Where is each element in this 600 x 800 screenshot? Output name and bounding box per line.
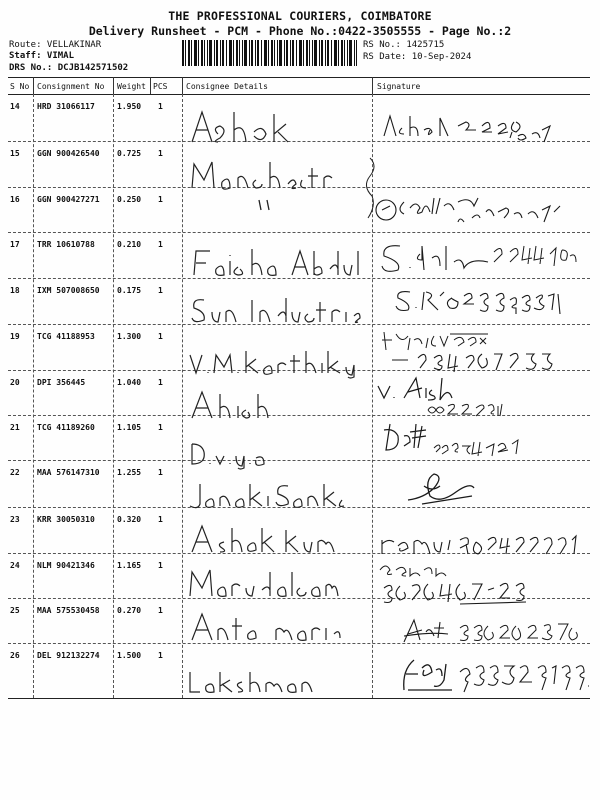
row-sno: 26: [10, 651, 20, 660]
col-header-signature: Signature: [377, 82, 421, 91]
row-consignment-no: TCG 41189260: [37, 423, 95, 432]
row-separator: [8, 232, 590, 233]
row-weight: 0.320: [117, 515, 142, 524]
row-weight: 0.210: [117, 240, 142, 249]
row-pcs: 1: [158, 561, 163, 570]
ditto-mark: [255, 198, 275, 218]
row-weight: 1.165: [117, 561, 142, 570]
row-weight: 0.270: [117, 606, 142, 615]
col-sep-dashed: [33, 94, 34, 698]
row-consignment-no: IXM 507008650: [37, 286, 100, 295]
col-sep: [113, 77, 114, 94]
signature-handwriting: [400, 650, 590, 696]
row-sno: 25: [10, 606, 20, 615]
table-top-rule: [8, 77, 590, 78]
row-consignment-no: MAA 575530458: [37, 606, 100, 615]
row-weight: 1.105: [117, 423, 142, 432]
row-pcs: 1: [158, 606, 163, 615]
row-sno: 17: [10, 240, 20, 249]
row-consignment-no: DPI 356445: [37, 378, 86, 387]
signature-handwriting: [376, 374, 506, 418]
col-header-consignee: Consignee Details: [186, 82, 268, 91]
row-pcs: 1: [158, 423, 163, 432]
col-sep: [33, 77, 34, 94]
consignee-handwriting: [190, 610, 340, 644]
row-consignment-no: GGN 900427271: [37, 195, 100, 204]
consignee-handwriting: [190, 108, 310, 148]
consignee-handwriting: [190, 438, 270, 468]
row-weight: 0.250: [117, 195, 142, 204]
row-pcs: 1: [158, 195, 163, 204]
rs-number: RS No.: 1425715: [363, 40, 445, 50]
row-sno: 19: [10, 332, 20, 341]
row-consignment-no: TCG 41188953: [37, 332, 95, 341]
consignee-handwriting: [188, 345, 368, 379]
row-weight: 1.300: [117, 332, 142, 341]
rs-date: RS Date: 10-Sep-2024: [363, 52, 472, 62]
consignee-handwriting: [190, 158, 330, 192]
row-consignment-no: KRR 30050310: [37, 515, 95, 524]
col-sep-dashed: [182, 94, 183, 698]
consignee-handwriting: [190, 522, 340, 556]
col-header-pcs: PCS: [153, 82, 168, 91]
row-consignment-no: GGN 900426540: [37, 149, 100, 158]
row-weight: 0.725: [117, 149, 142, 158]
col-sep: [182, 77, 183, 94]
signature-handwriting: [400, 612, 580, 646]
row-pcs: 1: [158, 468, 163, 477]
consignee-handwriting: [190, 292, 360, 326]
row-pcs: 1: [158, 378, 163, 387]
row-sno: 22: [10, 468, 20, 477]
col-header-weight: Weight: [117, 82, 146, 91]
row-sno: 16: [10, 195, 20, 204]
row-sno: 14: [10, 102, 20, 111]
signature-handwriting: [380, 526, 580, 558]
row-consignment-no: TRR 10610788: [37, 240, 95, 249]
row-consignment-no: DEL 912132274: [37, 651, 100, 660]
consignee-handwriting: [190, 245, 360, 279]
row-sno: 21: [10, 423, 20, 432]
staff-label: Staff: VIMAL: [9, 51, 75, 61]
signature-handwriting: [376, 558, 576, 608]
row-sno: 20: [10, 378, 20, 387]
col-sep: [372, 77, 373, 94]
row-pcs: 1: [158, 102, 163, 111]
barcode-image: [182, 40, 357, 66]
signature-handwriting: [374, 188, 574, 228]
row-weight: 1.500: [117, 651, 142, 660]
row-consignment-no: MAA 576147310: [37, 468, 100, 477]
signature-handwriting: [378, 420, 558, 464]
row-weight: 0.175: [117, 286, 142, 295]
company-title: THE PROFESSIONAL COURIERS, COIMBATORE: [168, 9, 432, 23]
col-sep: [150, 77, 151, 94]
row-pcs: 1: [158, 515, 163, 524]
row-sno: 23: [10, 515, 20, 524]
row-sno: 24: [10, 561, 20, 570]
runsheet-subtitle: Delivery Runsheet - PCM - Phone No.:0422-3505555 - Page No.:2: [88, 24, 512, 38]
signature-handwriting: [378, 328, 578, 372]
row-pcs: 1: [158, 286, 163, 295]
row-sno: 15: [10, 149, 20, 158]
row-pcs: 1: [158, 332, 163, 341]
row-sno: 18: [10, 286, 20, 295]
drs-number: DRS No.: DCJB142571502: [9, 63, 129, 73]
row-pcs: 1: [158, 149, 163, 158]
header-bottom-rule: [8, 94, 590, 95]
row-pcs: 1: [158, 240, 163, 249]
bracket-mark: [360, 156, 380, 220]
col-sep-dashed: [113, 94, 114, 698]
signature-handwriting: [382, 112, 552, 142]
col-header-consignment: Consignment No: [37, 82, 105, 91]
col-header-sno: S No: [10, 82, 30, 91]
route-label: Route: VELLAKINAR: [9, 40, 102, 50]
signature-handwriting: [392, 284, 582, 318]
consignee-handwriting: [190, 388, 280, 422]
table-bottom-rule: [8, 698, 590, 699]
row-pcs: 1: [158, 651, 163, 660]
signature-handwriting: [378, 238, 578, 276]
row-weight: 1.950: [117, 102, 142, 111]
consignee-handwriting: [188, 566, 338, 600]
row-weight: 1.040: [117, 378, 142, 387]
row-weight: 1.255: [117, 468, 142, 477]
signature-scribble: [404, 470, 484, 510]
consignee-handwriting: [186, 668, 336, 696]
row-consignment-no: HRD 31066117: [37, 102, 95, 111]
row-consignment-no: NLM 90421346: [37, 561, 95, 570]
consignee-handwriting: [188, 478, 348, 512]
